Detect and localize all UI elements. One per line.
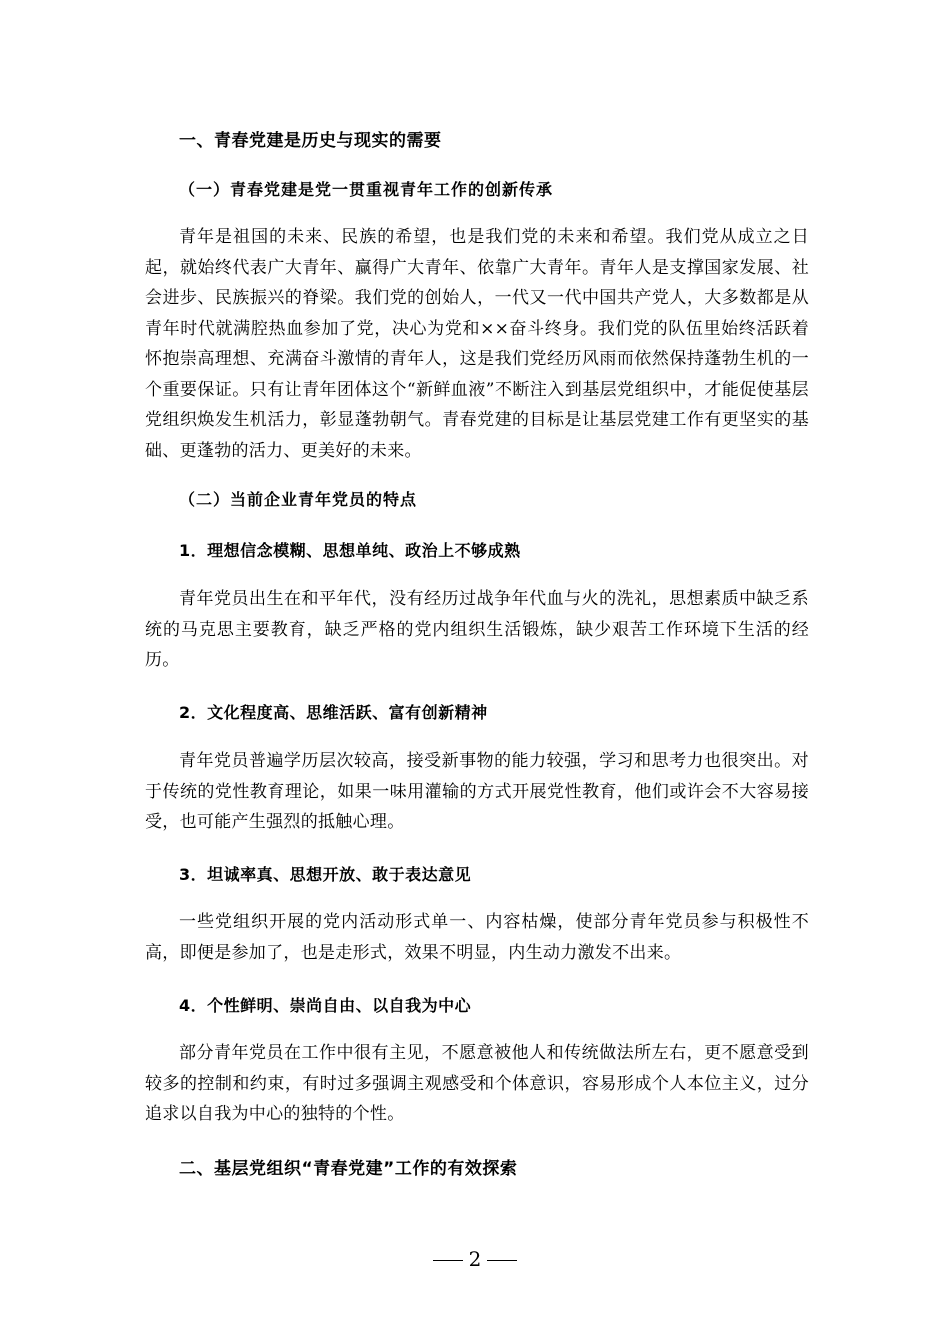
page-footer (0, 1247, 950, 1271)
footer-dash-right (487, 1260, 517, 1261)
subsection-1-paragraph: 青年是祖国的未来、民族的希望，也是我们党的未来和希望。我们党从成立之日起，就始终代表广大青年、赢得广大青年、依靠广大青年。青年人是支撑国家发展、社会进步、民族振兴的脊梁。我们党的创始人，一代又一代中国共产党人，大多数都是从青年时代就满腔热血参加了党，决心为党和××奋斗终身。我们党的队伍里始终活跃着怀抱崇高理想、充满奋斗激情的青年人，这是我们党经历风雨而依然保持蓬勃生机的一个重要保证。只有让青年团体这个“新鲜血液”不断注入到基层党组织中，才能促使基层党组织焕发生机活力，彰显蓬勃朝气。青春党建的目标是让基层党建工作有更坚实的基础、更蓬勃的活力、更美好的未来。 (145, 227, 809, 461)
item-2-heading: 2．文化程度高、思维活跃、富有创新精神 (179, 703, 488, 722)
footer-dash-left (433, 1260, 463, 1261)
section-2-heading: 二、基层党组织“青春党建”工作的有效探索 (179, 1159, 518, 1179)
section-1-heading: 一、青春党建是历史与现实的需要 (179, 131, 442, 151)
item-2-paragraph: 青年党员普遍学历层次较高，接受新事物的能力较强，学习和思考力也很突出。对于传统的党性教育理论，如果一味用灌输的方式开展党性教育，他们或许会不大容易接受，也可能产生强烈的抵触心理。 (145, 751, 809, 832)
item-3-heading: 3．坦诚率真、思想开放、敢于表达意见 (179, 865, 472, 884)
item-4-heading: 4．个性鲜明、崇尚自由、以自我为中心 (179, 996, 472, 1015)
item-4-paragraph: 部分青年党员在工作中很有主见，不愿意被他人和传统做法所左右，更不愿意受到较多的控制和约束，有时过多强调主观感受和个体意识，容易形成个人本位主义，过分追求以自我为中心的独特的个性。 (145, 1043, 809, 1124)
subsection-2-heading: （二）当前企业青年党员的特点 (179, 490, 418, 509)
page-number: 2 (468, 1247, 482, 1271)
item-1-paragraph: 青年党员出生在和平年代，没有经历过战争年代血与火的洗礼，思想素质中缺乏系统的马克思主要教育，缺乏严格的党内组织生活锻炼，缺少艰苦工作环境下生活的经历。 (145, 589, 809, 670)
item-1-heading: 1．理想信念模糊、思想单纯、政治上不够成熟 (179, 541, 521, 560)
subsection-1-heading: （一）青春党建是党一贯重视青年工作的创新传承 (179, 180, 554, 199)
item-3-paragraph: 一些党组织开展的党内活动形式单一、内容枯燥，使部分青年党员参与积极性不高，即便是参加了，也是走形式，效果不明显，内生动力激发不出来。 (145, 912, 809, 963)
